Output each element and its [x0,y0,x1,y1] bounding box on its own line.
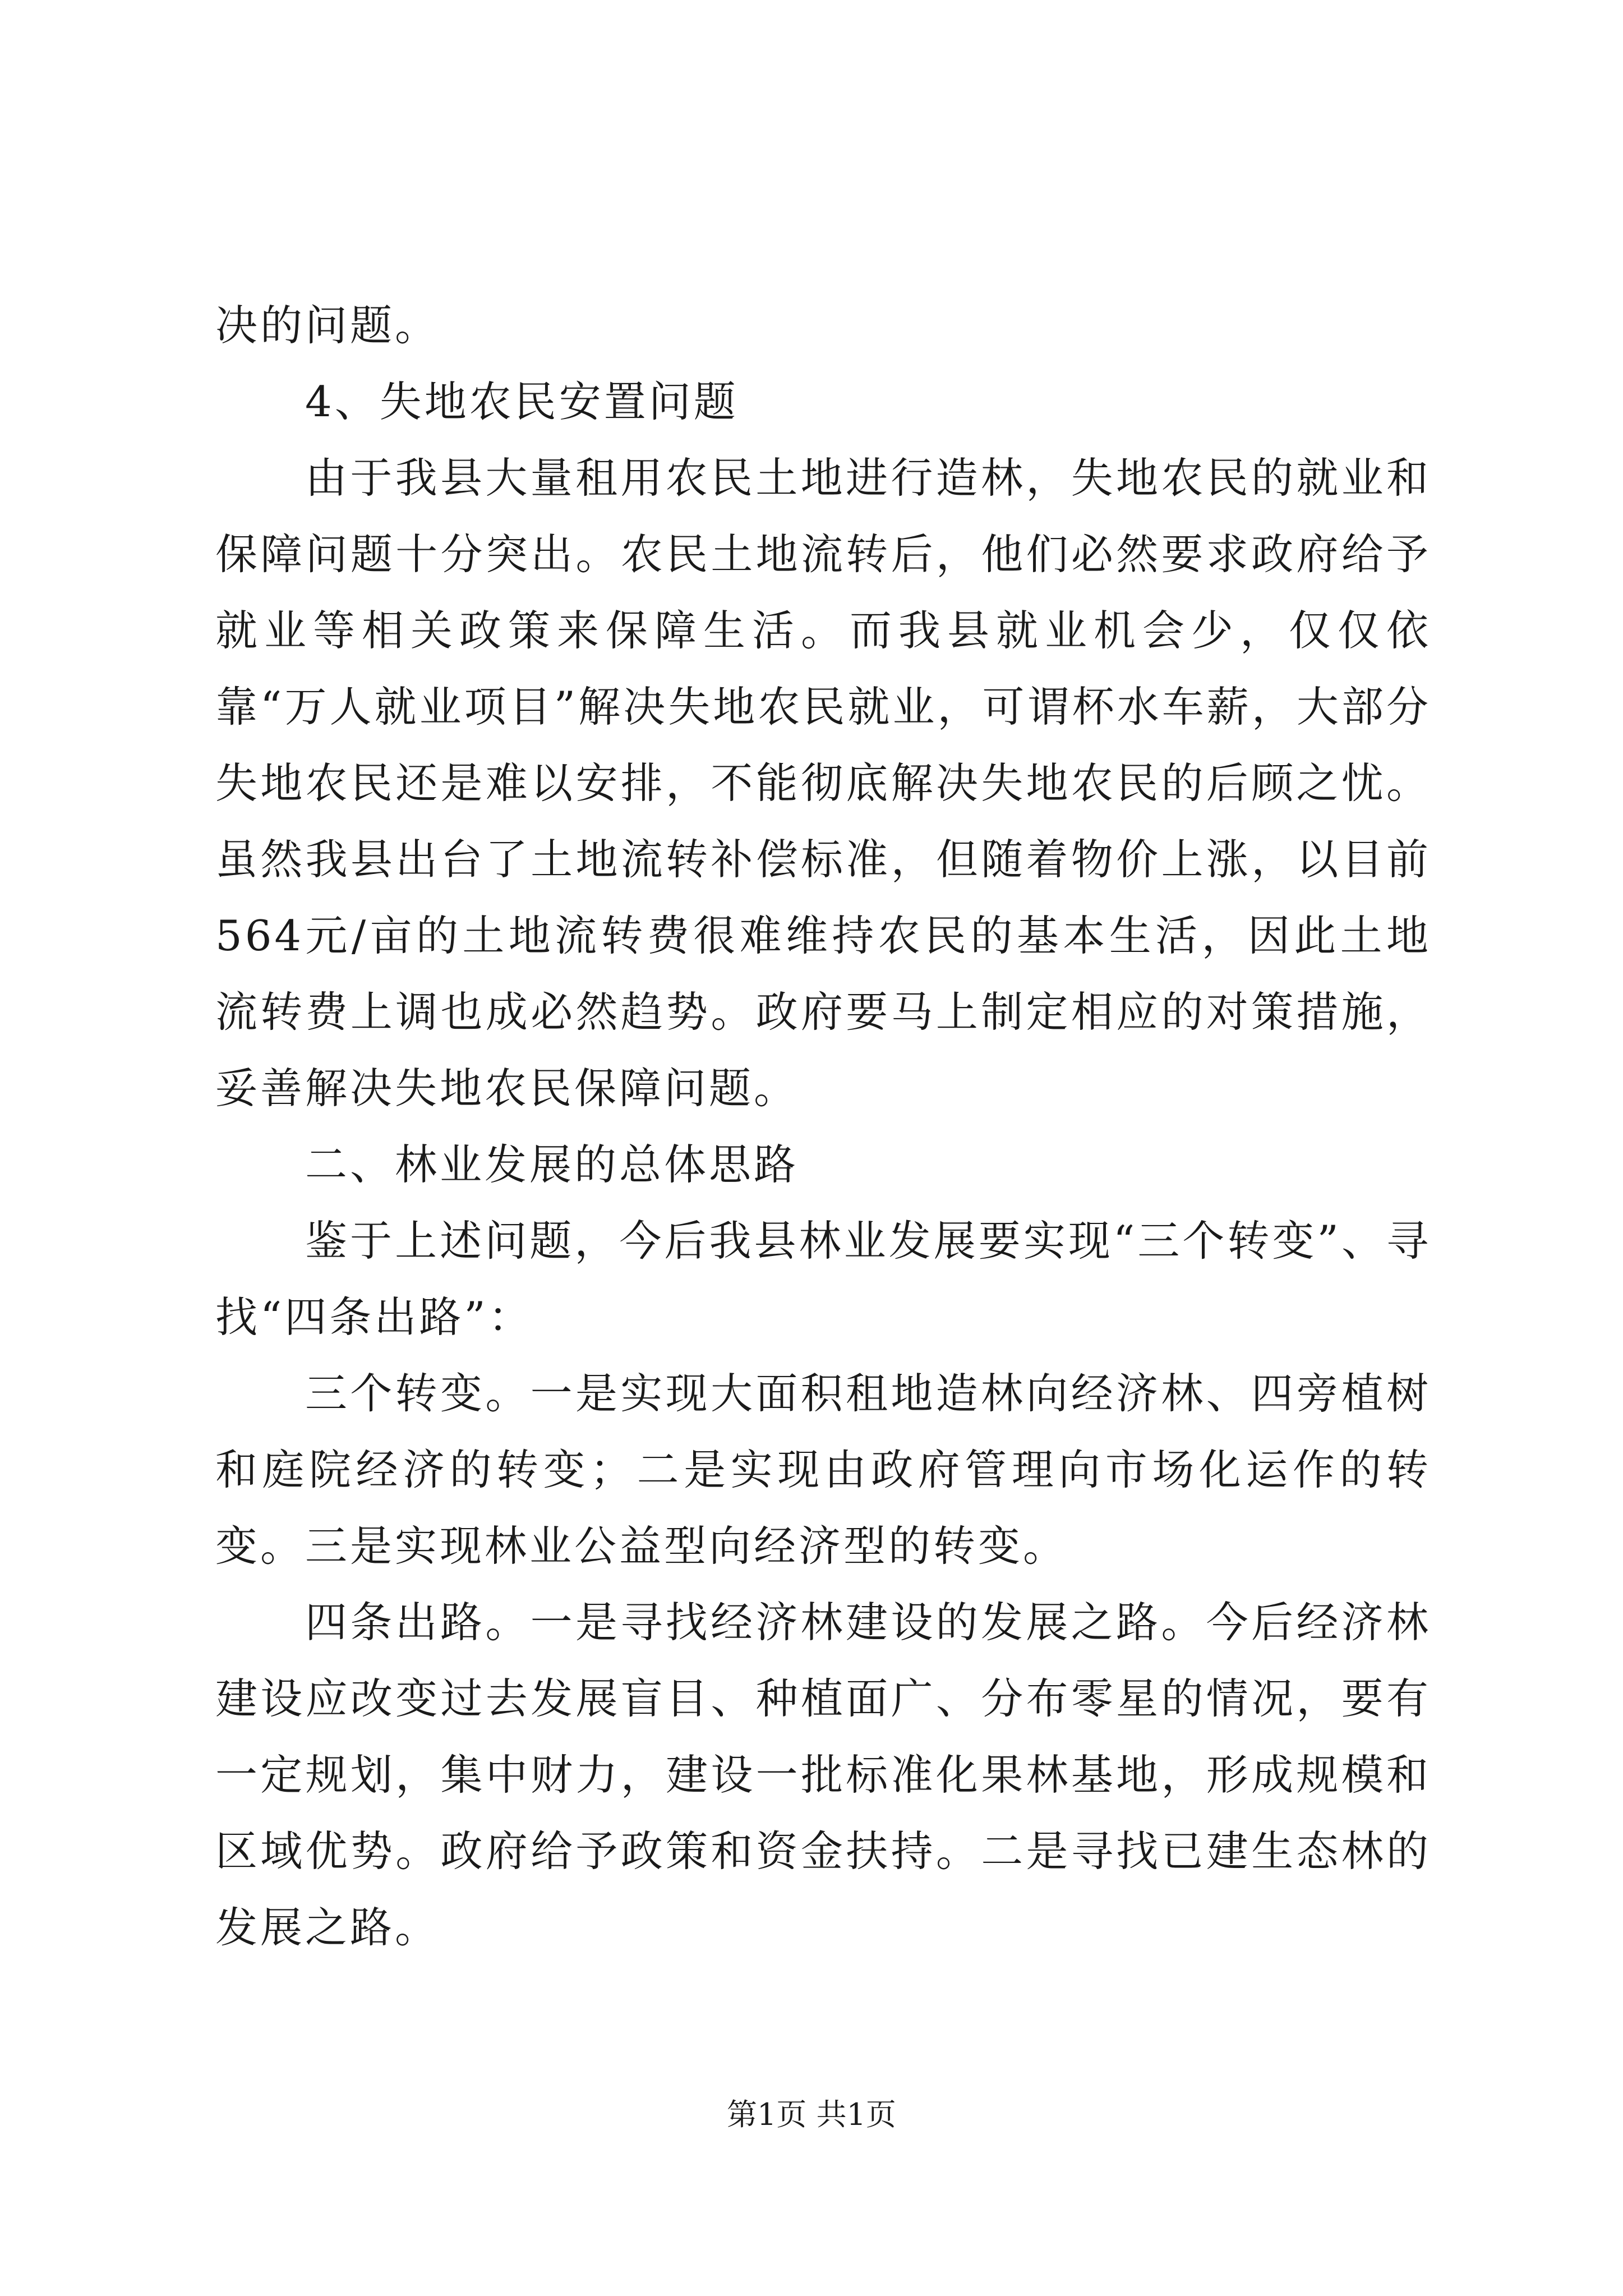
paragraph-land-lost-farmers: 由于我县大量租用农民土地进行造林，失地农民的就业和保障问题十分突出。农民土地流转后，他们必然要求政府给予就业等相关政策来保障生活。而我县就业机会少，仅仅依靠“万人就业项目”解决失地农民就业，可谓杯水车薪，大部分失地农民还是难以安排，不能彻底解决失地农民的后顾之忧。虽然我县出台了土地流转补偿标准，但随着物价上涨，以目前564元/亩的土地流转费很难维持农民的基本生活，因此土地流转费上调也成必然趋势。政府要马上制定相应的对策措施，妥善解决失地农民保障问题。 [215,453,1431,1113]
paragraph-four-paths: 四条出路。一是寻找经济林建设的发展之路。今后经济林建设应改变过去发展盲目、种植面广、分布零星的情况，要有一定规划，集中财力，建设一批标准化果林基地，形成规模和区域优势。政府给予政策和资金扶持。二是寻找已建生态林的发展之路。 [215,1598,1431,1952]
paragraph-continuation: 决的问题。 [215,301,440,350]
section-heading-land-lost-farmers: 4、失地农民安置问题 [305,377,739,426]
paragraph-three-transformations: 三个转变。一是实现大面积租地造林向经济林、四旁植树和庭院经济的转变；二是实现由政府管理向市场化运作的转变。三是实现林业公益型向经济型的转变。 [215,1369,1431,1571]
paragraph-intro-approach: 鉴于上述问题，今后我县林业发展要实现“三个转变”、寻找“四条出路”： [215,1216,1431,1342]
section-heading-overall-approach: 二、林业发展的总体思路 [305,1140,799,1189]
document-body [215,287,1431,1966]
page-number-footer: 第1页 共1页 [727,2097,896,2132]
